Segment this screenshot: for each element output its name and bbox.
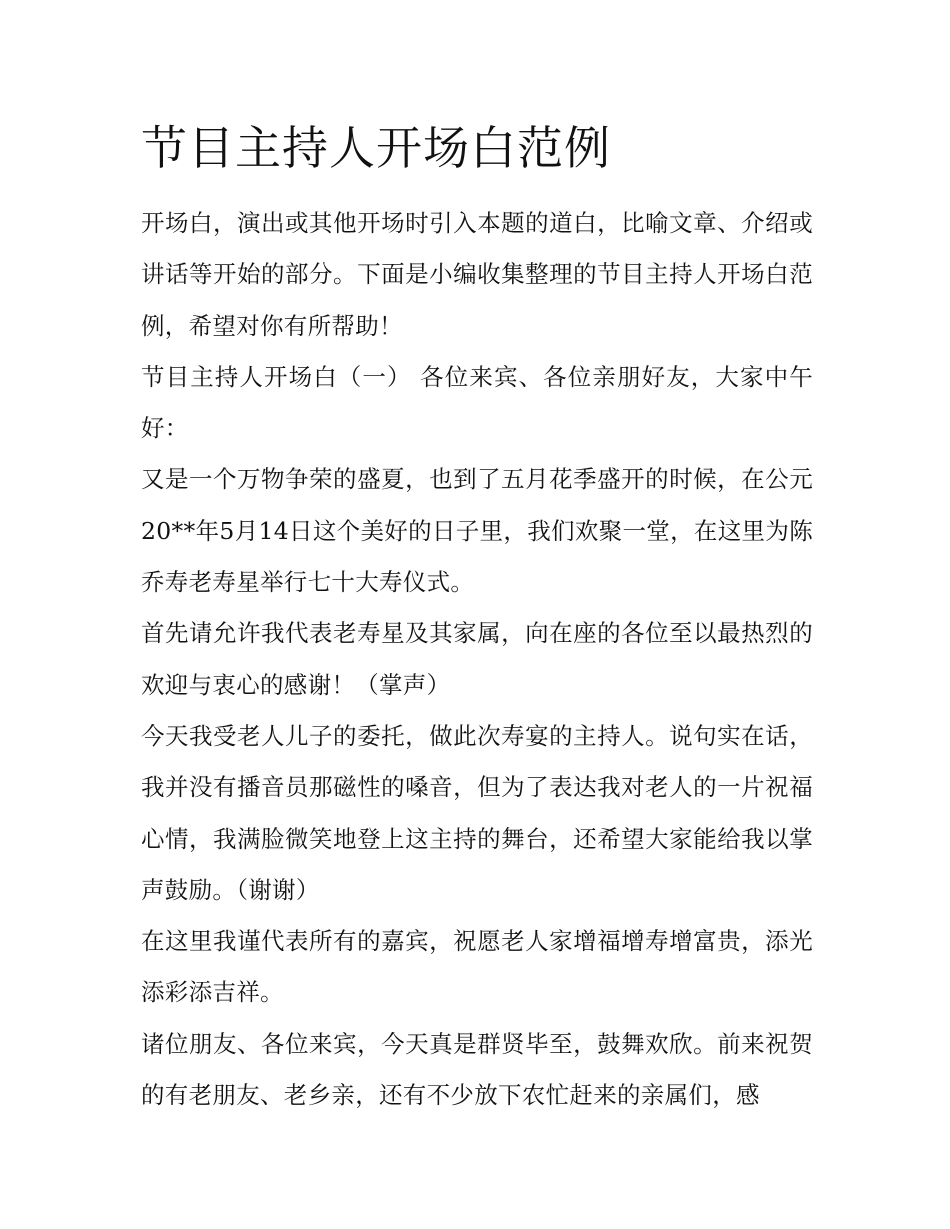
paragraph-occasion: 又是一个万物争荣的盛夏，也到了五月花季盛开的时候，在公元20**年5月14日这个美好的日子里，我们欢聚一堂，在这里为陈乔寿老寿星举行七十大寿仪式。 — [141, 465, 813, 597]
document-title: 节目主持人开场白范例 — [141, 121, 611, 175]
paragraph-intro: 开场白，演出或其他开场时引入本题的道白，比喻文章、介绍或讲话等开始的部分。下面是小编收集整理的节目主持人开场白范例，希望对你有所帮助！ — [141, 209, 813, 340]
paragraph-greeting: 节目主持人开场白（一） 各位来宾、各位亲朋好友，大家中午好： — [141, 362, 813, 443]
document-body — [141, 112, 813, 1121]
paragraph-guests: 诸位朋友、各位来宾，今天真是群贤毕至，鼓舞欢欣。前来祝贺的有老朋友、老乡亲，还有不少放下农忙赶来的亲属们，感 — [141, 1029, 813, 1110]
paragraph-welcome: 首先请允许我代表老寿星及其家属，向在座的各位至以最热烈的欢迎与衷心的感谢！（掌声） — [141, 619, 813, 699]
paragraph-blessing: 在这里我谨代表所有的嘉宾，祝愿老人家增福增寿增富贵，添光添彩添吉祥。 — [141, 927, 813, 1007]
paragraph-host-intro: 今天我受老人儿子的委托，做此次寿宴的主持人。说句实在话，我并没有播音员那磁性的嗓音，但为了表达我对老人的一片祝福心情，我满脸微笑地登上这主持的舞台，还希望大家能给我以掌声鼓励。（谢谢） — [141, 721, 813, 904]
